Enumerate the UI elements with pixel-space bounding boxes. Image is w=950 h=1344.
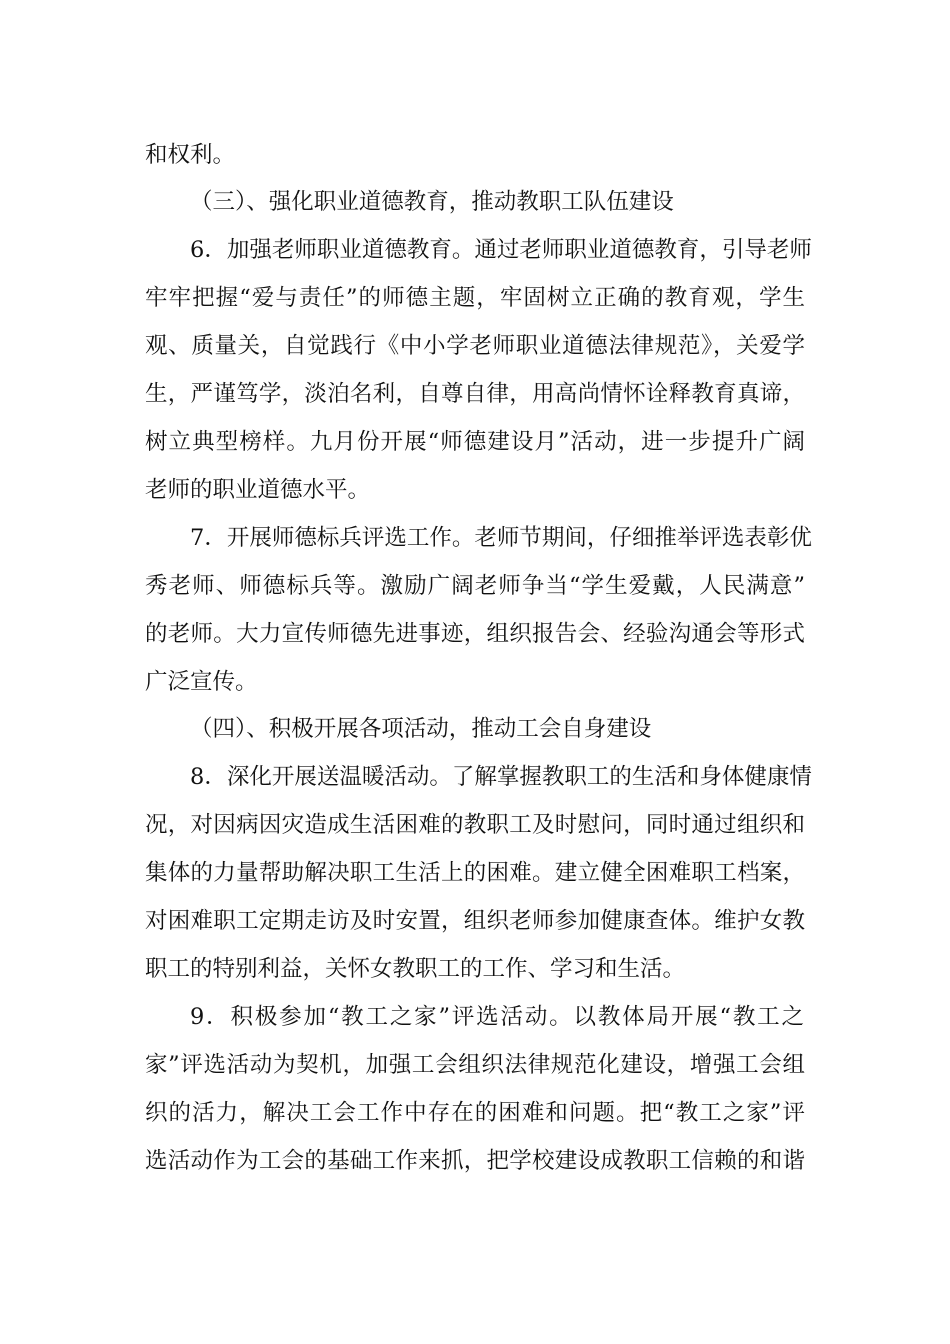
paragraph-first-line: 9．积极参加“教工之家”评选活动。以教体局开展“教工之: [190, 1004, 804, 1030]
paragraph-first-line: 6．加强老师职业道德教育。通过老师职业道德教育，引导老师: [190, 237, 812, 263]
text-line: 集体的力量帮助解决职工生活上的困难。建立健全困难职工档案，: [145, 860, 805, 886]
text-line: 牢牢把握“爱与责任”的师德主题，牢固树立正确的教育观，学生: [145, 285, 805, 311]
text-line: 况，对因病因灾造成生活困难的教职工及时慰问，同时通过组织和: [145, 812, 805, 838]
paragraph-first-line: 7．开展师德标兵评选工作。老师节期间，仔细推举评选表彰优: [190, 525, 812, 551]
text-line: 和权利。: [145, 142, 236, 168]
text-line: 广泛宣传。: [145, 669, 258, 695]
text-line: 选活动作为工会的基础工作来抓，把学校建设成教职工信赖的和谐: [145, 1148, 805, 1174]
text-line: 树立典型榜样。九月份开展“师德建设月”活动，进一步提升广阔: [145, 429, 805, 455]
text-line: 织的活力，解决工会工作中存在的困难和问题。把“教工之家”评: [145, 1100, 805, 1126]
text-line: 的老师。大力宣传师德先进事迹，组织报告会、经验沟通会等形式: [145, 621, 805, 647]
text-line: 对困难职工定期走访及时安置，组织老师参加健康查体。维护女教: [145, 908, 805, 934]
section-heading: （四）、积极开展各项活动，推动工会自身建设: [190, 716, 652, 742]
text-line: 秀老师、师德标兵等。激励广阔老师争当“学生爱戴，人民满意”: [145, 573, 805, 599]
text-line: 观、质量关，自觉践行《中小学老师职业道德法律规范》，关爱学: [145, 333, 805, 359]
section-heading: （三）、强化职业道德教育，推动教职工队伍建设: [190, 189, 674, 215]
text-line: 老师的职业道德水平。: [145, 477, 371, 503]
text-line: 家”评选活动为契机，加强工会组织法律规范化建设，增强工会组: [145, 1052, 805, 1078]
text-line: 职工的特别利益，关怀女教职工的工作、学习和生活。: [145, 956, 686, 982]
paragraph-first-line: 8．深化开展送温暖活动。了解掌握教职工的生活和身体健康情: [190, 764, 812, 790]
text-line: 生，严谨笃学，淡泊名利，自尊自律，用高尚情怀诠释教育真谛，: [145, 381, 805, 407]
